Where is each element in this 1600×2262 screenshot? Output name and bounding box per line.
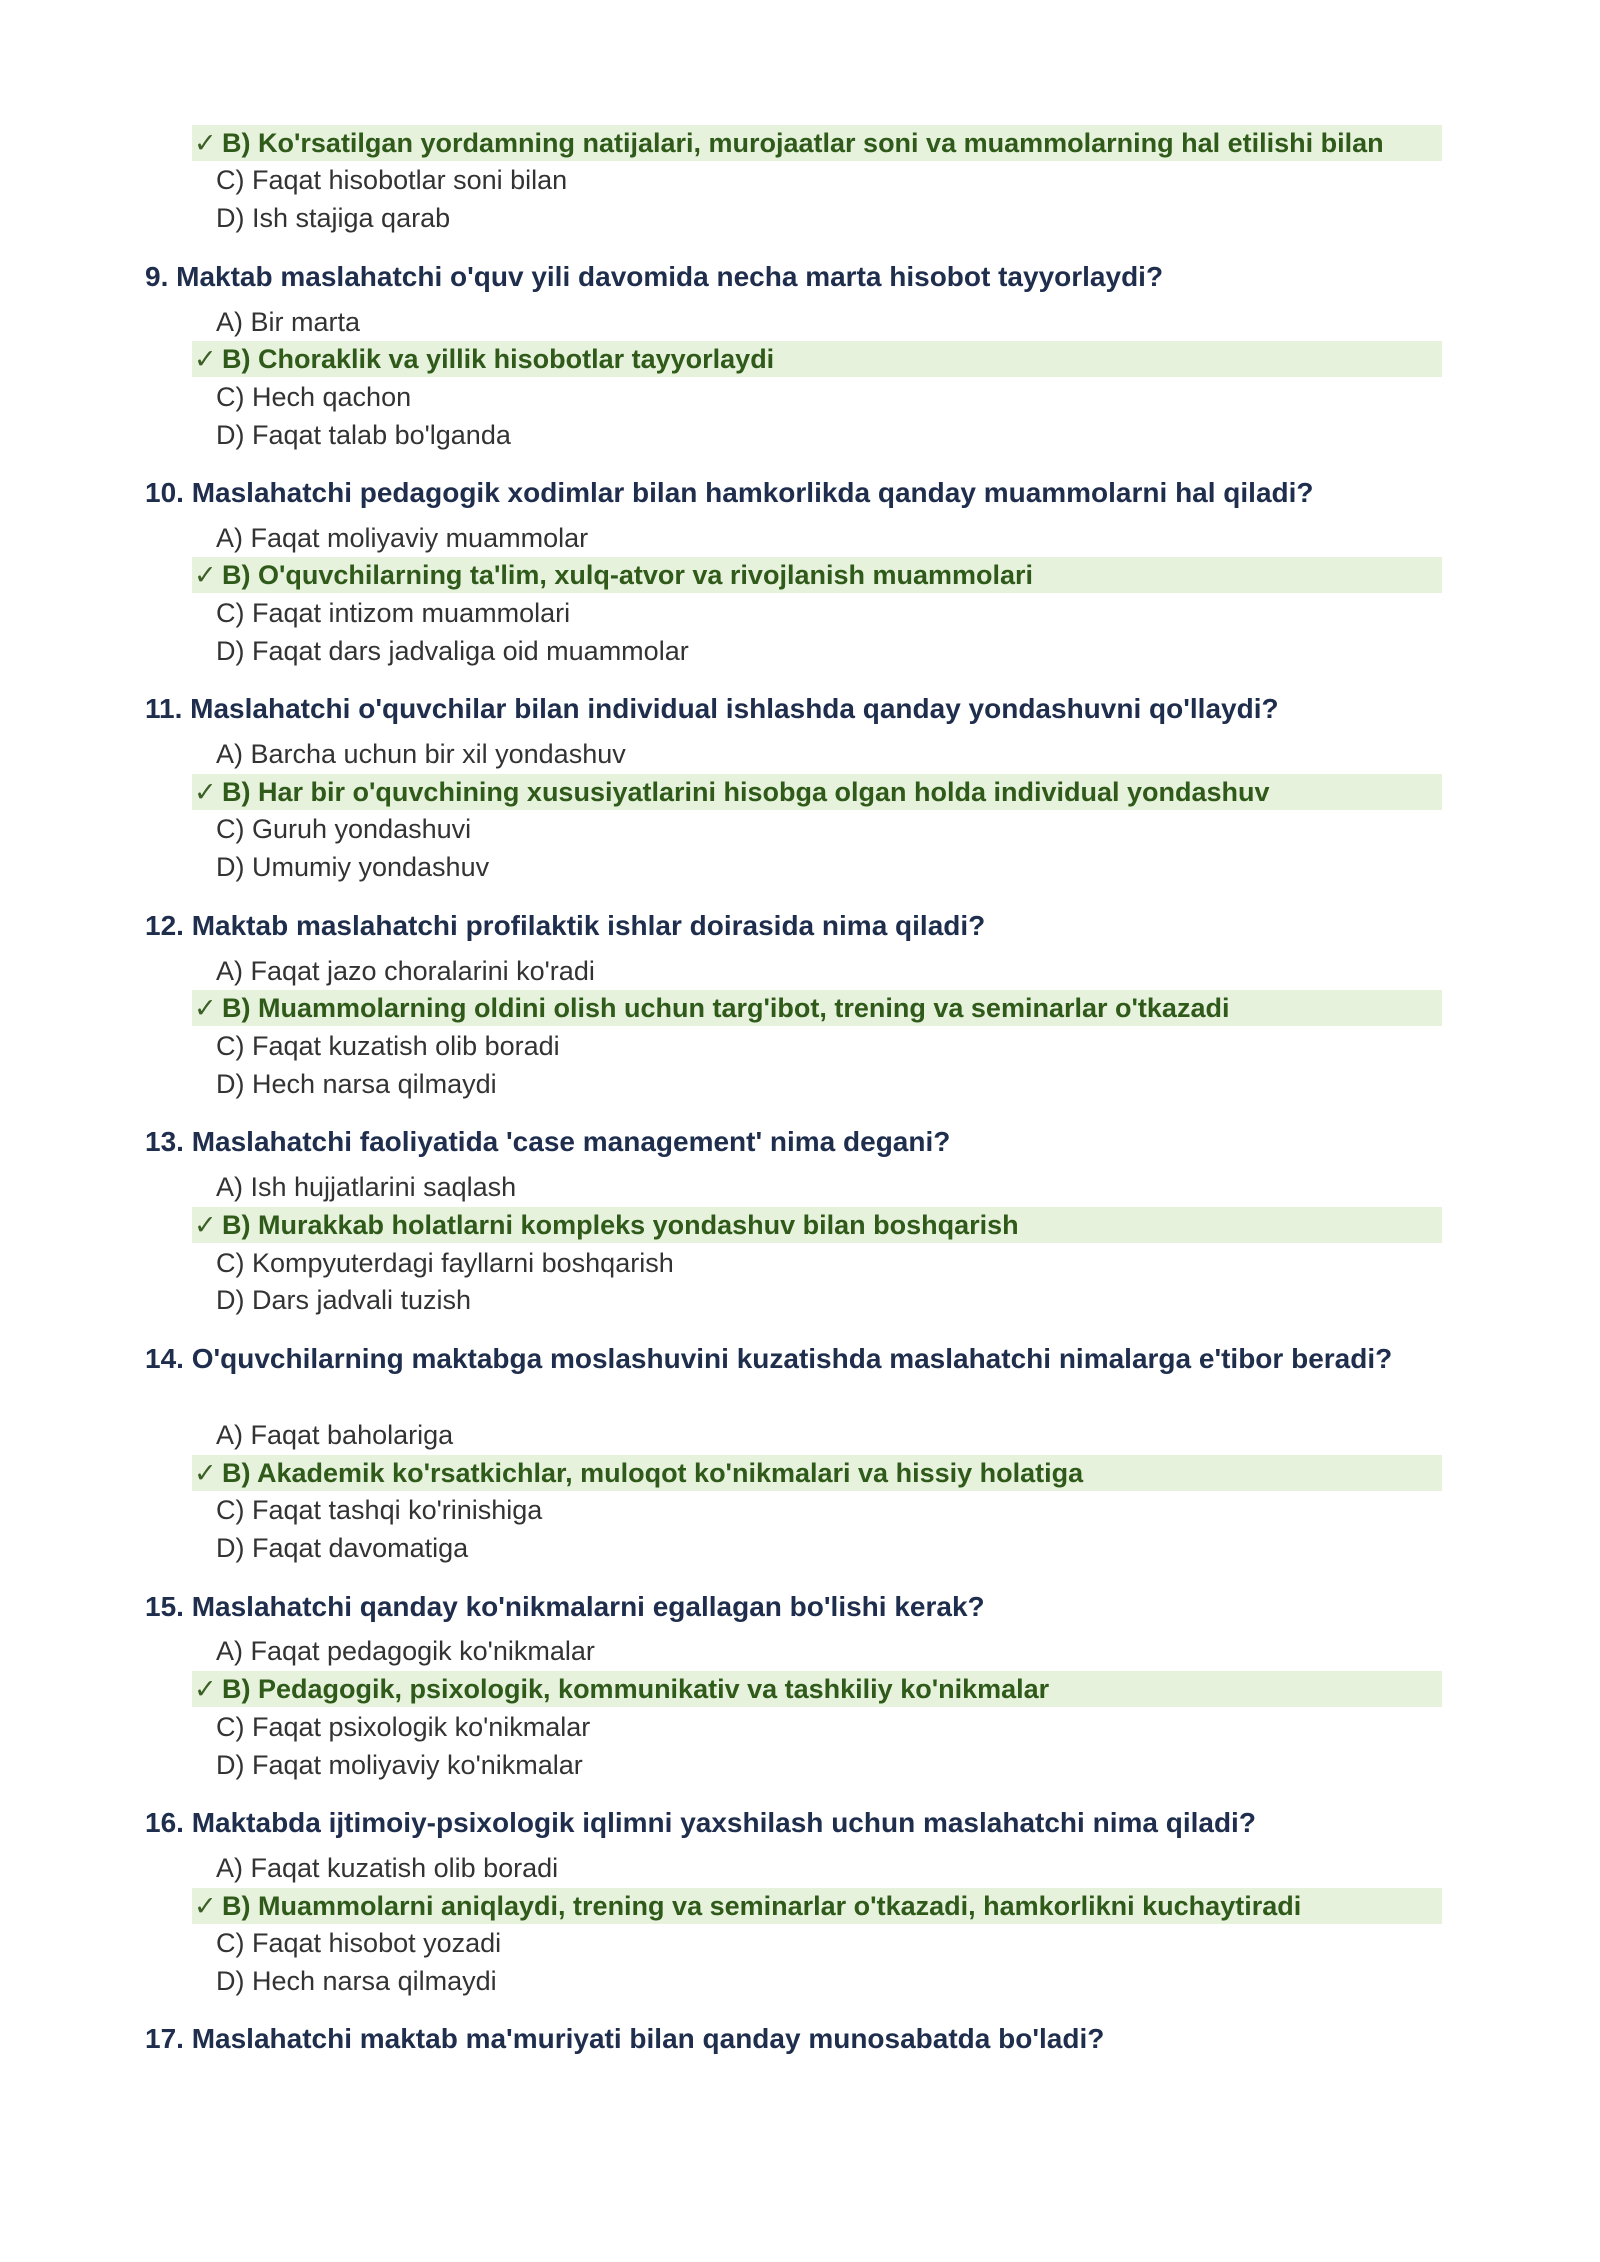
answer-option xyxy=(216,1066,497,1102)
checkmark-icon: ✓ xyxy=(194,993,217,1023)
option-label: B) O'quvchilarning ta'lim, xulq-atvor va rivojlanish muammolari xyxy=(222,560,1034,590)
correct-answer-option xyxy=(192,774,1442,810)
option-label: C) Kompyuterdagi fayllarni boshqarish xyxy=(216,1248,674,1278)
option-label: B) Choraklik va yillik hisobotlar tayyorlaydi xyxy=(222,344,775,374)
answer-option xyxy=(216,736,626,772)
option-label: A) Faqat baholariga xyxy=(216,1420,454,1450)
option-label: C) Hech qachon xyxy=(216,382,412,412)
question-text: 16. Maktabda ijtimoiy-psixologik iqlimni yaxshilash uchun maslahatchi nima qiladi? xyxy=(145,1807,1256,1838)
option-label: B) Muammolarni aniqlaydi, trening va seminarlar o'tkazadi, hamkorlikni kuchaytiradi xyxy=(222,1891,1302,1921)
correct-answer-option xyxy=(192,1455,1442,1491)
checkmark-icon: ✓ xyxy=(194,344,217,374)
answer-option xyxy=(216,1633,595,1669)
answer-option xyxy=(216,633,689,669)
option-label: D) Faqat talab bo'lganda xyxy=(216,420,511,450)
question-text: 12. Maktab maslahatchi profilaktik ishlar doirasida nima qiladi? xyxy=(145,910,986,941)
checkmark-icon: ✓ xyxy=(194,1210,217,1240)
question-text: 17. Maslahatchi maktab ma'muriyati bilan qanday munosabatda bo'ladi? xyxy=(145,2023,1105,2054)
question-text: 9. Maktab maslahatchi o'quv yili davomida necha marta hisobot tayyorlaydi? xyxy=(145,261,1164,292)
option-label: A) Bir marta xyxy=(216,307,361,337)
option-label: B) Murakkab holatlarni kompleks yondashuv bilan boshqarish xyxy=(222,1210,1019,1240)
option-label: D) Umumiy yondashuv xyxy=(216,852,490,882)
answer-option xyxy=(216,304,360,340)
question-text: 15. Maslahatchi qanday ko'nikmalarni egallagan bo'lishi kerak? xyxy=(145,1591,985,1622)
checkmark-icon: ✓ xyxy=(194,1674,217,1704)
answer-option xyxy=(216,1245,674,1281)
answer-option xyxy=(216,1709,590,1745)
correct-answer-option xyxy=(192,1207,1442,1243)
checkmark-icon: ✓ xyxy=(194,777,217,807)
correct-answer-option xyxy=(192,1671,1442,1707)
option-label: C) Faqat kuzatish olib boradi xyxy=(216,1031,560,1061)
answer-option xyxy=(216,595,570,631)
option-label: A) Faqat moliyaviy muammolar xyxy=(216,523,589,553)
correct-answer-option xyxy=(192,1888,1442,1924)
answer-option xyxy=(216,849,489,885)
correct-answer-option xyxy=(192,557,1442,593)
option-label: C) Faqat tashqi ko'rinishiga xyxy=(216,1495,543,1525)
answer-option xyxy=(216,1028,560,1064)
checkmark-icon: ✓ xyxy=(194,1458,217,1488)
question-text: 11. Maslahatchi o'quvchilar bilan individual ishlashda qanday yondashuvni qo'llaydi? xyxy=(145,693,1279,724)
answer-option xyxy=(216,200,450,236)
correct-answer-option xyxy=(192,125,1442,161)
correct-answer-option xyxy=(192,341,1442,377)
option-label: B) Akademik ko'rsatkichlar, muloqot ko'nikmalari va hissiy holatiga xyxy=(222,1458,1084,1488)
answer-option xyxy=(216,1282,471,1318)
option-label: B) Pedagogik, psixologik, kommunikativ va tashkiliy ko'nikmalar xyxy=(222,1674,1050,1704)
answer-option xyxy=(216,379,411,415)
option-label: D) Faqat dars jadvaliga oid muammolar xyxy=(216,636,689,666)
option-label: A) Barcha uchun bir xil yondashuv xyxy=(216,739,626,769)
option-label: D) Faqat davomatiga xyxy=(216,1533,469,1563)
checkmark-icon: ✓ xyxy=(194,1891,217,1921)
option-label: C) Guruh yondashuvi xyxy=(216,814,472,844)
question-text: 10. Maslahatchi pedagogik xodimlar bilan hamkorlikda qanday muammolarni hal qiladi? xyxy=(145,477,1314,508)
answer-option xyxy=(216,1530,468,1566)
answer-option xyxy=(216,953,595,989)
option-label: D) Hech narsa qilmaydi xyxy=(216,1966,497,1996)
answer-option xyxy=(216,811,471,847)
checkmark-icon: ✓ xyxy=(194,560,217,590)
option-label: B) Ko'rsatilgan yordamning natijalari, murojaatlar soni va muammolarning hal etilishi bilan xyxy=(222,128,1384,158)
option-label: B) Muammolarning oldini olish uchun targ'ibot, trening va seminarlar o'tkazadi xyxy=(222,993,1230,1023)
option-label: D) Dars jadvali tuzish xyxy=(216,1285,472,1315)
answer-option xyxy=(216,1925,501,1961)
option-label: A) Faqat jazo choralarini ko'radi xyxy=(216,956,595,986)
answer-option xyxy=(216,162,567,198)
option-label: C) Faqat hisobotlar soni bilan xyxy=(216,165,568,195)
option-label: C) Faqat psixologik ko'nikmalar xyxy=(216,1712,591,1742)
option-label: A) Ish hujjatlarini saqlash xyxy=(216,1172,517,1202)
option-label: C) Faqat hisobot yozadi xyxy=(216,1928,502,1958)
answer-option xyxy=(216,1747,583,1783)
option-label: A) Faqat pedagogik ko'nikmalar xyxy=(216,1636,595,1666)
answer-option xyxy=(216,1169,516,1205)
answer-option xyxy=(216,417,511,453)
question-text: 13. Maslahatchi faoliyatida 'case management' nima degani? xyxy=(145,1126,951,1157)
option-label: D) Faqat moliyaviy ko'nikmalar xyxy=(216,1750,583,1780)
option-label: A) Faqat kuzatish olib boradi xyxy=(216,1853,559,1883)
answer-option xyxy=(216,1963,497,1999)
option-label: C) Faqat intizom muammolari xyxy=(216,598,571,628)
answer-option xyxy=(216,520,588,556)
question-text: 14. O'quvchilarning maktabga moslashuvini kuzatishda maslahatchi nimalarga e'tibor beradi? xyxy=(145,1343,1393,1374)
correct-answer-option xyxy=(192,990,1442,1026)
answer-option xyxy=(216,1417,453,1453)
answer-option xyxy=(216,1850,558,1886)
option-label: B) Har bir o'quvchining xususiyatlarini hisobga olgan holda individual yondashuv xyxy=(222,777,1270,807)
option-label: D) Ish stajiga qarab xyxy=(216,203,451,233)
answer-option xyxy=(216,1492,542,1528)
checkmark-icon: ✓ xyxy=(194,128,217,158)
option-label: D) Hech narsa qilmaydi xyxy=(216,1069,497,1099)
